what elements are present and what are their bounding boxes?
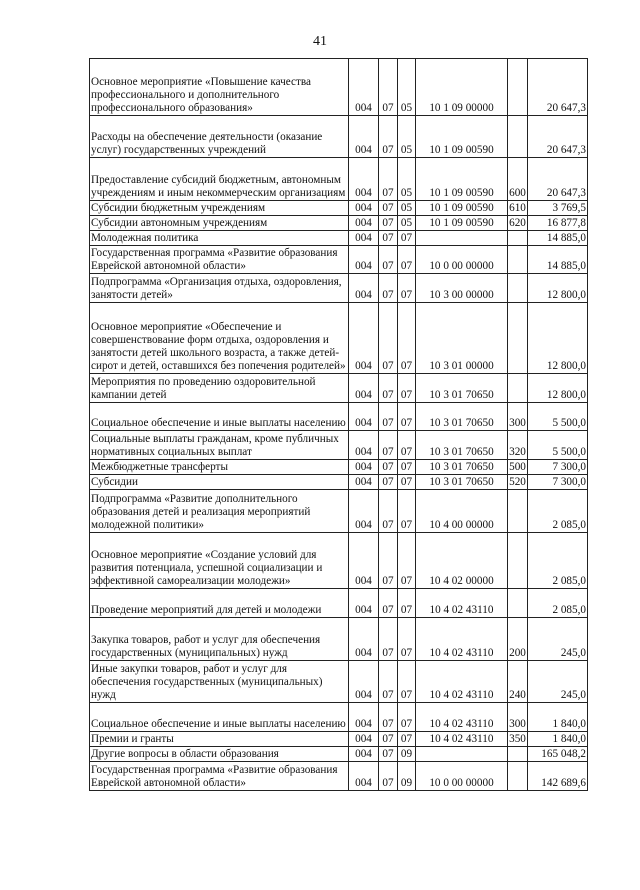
section-code: 07 (379, 402, 398, 431)
subsection-code: 07 (398, 532, 416, 589)
amount: 20 647,3 (528, 158, 588, 201)
table-row (90, 732, 588, 747)
expense-type (508, 115, 528, 158)
expense-type (508, 761, 528, 790)
section-code: 07 (379, 489, 398, 532)
amount: 5 500,0 (528, 402, 588, 431)
target-article: 10 1 09 00590 (416, 215, 508, 230)
target-article: 10 4 02 43110 (416, 660, 508, 703)
section-code: 07 (379, 373, 398, 402)
table-row (90, 200, 588, 215)
expense-type (508, 303, 528, 374)
ministry-code: 004 (349, 230, 379, 245)
amount: 12 800,0 (528, 274, 588, 303)
subsection-code: 07 (398, 660, 416, 703)
row-name: Социальные выплаты гражданам, кроме публичных нормативных социальных выплат (90, 431, 349, 460)
target-article: 10 1 09 00590 (416, 200, 508, 215)
table-row (90, 215, 588, 230)
subsection-code: 07 (398, 617, 416, 660)
target-article: 10 3 01 70650 (416, 402, 508, 431)
target-article: 10 4 02 43110 (416, 589, 508, 618)
budget-table (89, 58, 588, 791)
row-name: Предоставление субсидий бюджетным, автономным учреждениям и иным некоммерческим организациям (90, 158, 349, 201)
table-row (90, 59, 588, 116)
table-row (90, 115, 588, 158)
section-code: 07 (379, 431, 398, 460)
subsection-code: 07 (398, 460, 416, 475)
ministry-code: 004 (349, 589, 379, 618)
section-code: 07 (379, 761, 398, 790)
table-row (90, 475, 588, 490)
section-code: 07 (379, 303, 398, 374)
table-row (90, 245, 588, 274)
section-code: 07 (379, 59, 398, 116)
ministry-code: 004 (349, 460, 379, 475)
section-code: 07 (379, 460, 398, 475)
target-article: 10 3 00 00000 (416, 274, 508, 303)
amount: 12 800,0 (528, 303, 588, 374)
amount: 2 085,0 (528, 489, 588, 532)
expense-type: 300 (508, 402, 528, 431)
row-name: Основное мероприятие «Создание условий для развития потенциала, успешной социализации и эффективной самореализации молодежи» (90, 532, 349, 589)
ministry-code: 004 (349, 115, 379, 158)
row-name: Премии и гранты (90, 732, 349, 747)
table-row (90, 460, 588, 475)
amount: 142 689,6 (528, 761, 588, 790)
amount: 2 085,0 (528, 532, 588, 589)
amount: 165 048,2 (528, 747, 588, 762)
ministry-code: 004 (349, 245, 379, 274)
amount: 245,0 (528, 660, 588, 703)
section-code: 07 (379, 532, 398, 589)
amount: 7 300,0 (528, 475, 588, 490)
row-name: Основное мероприятие «Обеспечение и совершенствование форм отдыха, оздоровления и занятости детей школьного возраста, а также детей-сирот и детей, оставшихся без попечения родителей» (90, 303, 349, 374)
expense-type: 600 (508, 158, 528, 201)
row-name: Расходы на обеспечение деятельности (оказание услуг) государственных учреждений (90, 115, 349, 158)
section-code: 07 (379, 660, 398, 703)
amount: 20 647,3 (528, 59, 588, 116)
table-row (90, 158, 588, 201)
ministry-code: 004 (349, 532, 379, 589)
target-article (416, 230, 508, 245)
row-name: Субсидии автономным учреждениям (90, 215, 349, 230)
table-row (90, 274, 588, 303)
row-name: Мероприятия по проведению оздоровительной кампании детей (90, 373, 349, 402)
row-name: Социальное обеспечение и иные выплаты населению (90, 703, 349, 732)
ministry-code: 004 (349, 274, 379, 303)
row-name: Закупка товаров, работ и услуг для обеспечения государственных (муниципальных) нужд (90, 617, 349, 660)
subsection-code: 09 (398, 761, 416, 790)
amount: 1 840,0 (528, 703, 588, 732)
ministry-code: 004 (349, 59, 379, 116)
subsection-code: 07 (398, 489, 416, 532)
target-article (416, 747, 508, 762)
row-name: Проведение мероприятий для детей и молодежи (90, 589, 349, 618)
table-row (90, 660, 588, 703)
row-name: Подпрограмма «Организация отдыха, оздоровления, занятости детей» (90, 274, 349, 303)
section-code: 07 (379, 158, 398, 201)
expense-type (508, 489, 528, 532)
table-row (90, 373, 588, 402)
target-article: 10 1 09 00590 (416, 115, 508, 158)
target-article: 10 4 02 00000 (416, 532, 508, 589)
table-row (90, 230, 588, 245)
ministry-code: 004 (349, 215, 379, 230)
expense-type (508, 245, 528, 274)
subsection-code: 07 (398, 703, 416, 732)
subsection-code: 07 (398, 402, 416, 431)
target-article: 10 3 01 70650 (416, 373, 508, 402)
table-row (90, 761, 588, 790)
target-article: 10 0 00 00000 (416, 245, 508, 274)
amount: 20 647,3 (528, 115, 588, 158)
subsection-code: 05 (398, 115, 416, 158)
row-name: Другие вопросы в области образования (90, 747, 349, 762)
subsection-code: 07 (398, 732, 416, 747)
table-row (90, 703, 588, 732)
expense-type (508, 589, 528, 618)
expense-type: 500 (509, 461, 526, 474)
target-article: 10 1 09 00000 (416, 59, 508, 116)
section-code: 07 (379, 589, 398, 618)
expense-type (508, 373, 528, 402)
section-code: 07 (379, 200, 398, 215)
ministry-code: 004 (349, 747, 379, 762)
expense-type: 520 (509, 475, 526, 488)
section-code: 07 (379, 617, 398, 660)
amount: 2 085,0 (528, 589, 588, 618)
table-row (90, 617, 588, 660)
amount: 14 885,0 (528, 230, 588, 245)
table-row (90, 402, 588, 431)
row-name: Субсидии (90, 475, 349, 490)
table-row (90, 532, 588, 589)
table-row (90, 489, 588, 532)
row-name: Молодежная политика (90, 230, 349, 245)
section-code: 07 (379, 732, 398, 747)
section-code: 07 (379, 215, 398, 230)
expense-type (508, 274, 528, 303)
subsection-code: 07 (398, 303, 416, 374)
subsection-code: 05 (398, 158, 416, 201)
expense-type (508, 59, 528, 116)
ministry-code: 004 (349, 761, 379, 790)
expense-type: 610 (509, 201, 526, 214)
table-row (90, 303, 588, 374)
target-article: 10 4 00 00000 (416, 489, 508, 532)
section-code: 07 (379, 245, 398, 274)
amount: 7 300,0 (528, 460, 588, 475)
amount: 12 800,0 (528, 373, 588, 402)
subsection-code: 05 (398, 215, 416, 230)
amount: 3 769,5 (528, 200, 588, 215)
section-code: 07 (379, 230, 398, 245)
subsection-code: 07 (398, 274, 416, 303)
target-article: 10 4 02 43110 (416, 617, 508, 660)
subsection-code: 07 (398, 475, 416, 490)
target-article: 10 0 00 00000 (416, 761, 508, 790)
subsection-code: 09 (398, 747, 416, 762)
ministry-code: 004 (349, 303, 379, 374)
amount: 1 840,0 (528, 732, 588, 747)
page-number: 41 (313, 34, 327, 49)
ministry-code: 004 (349, 431, 379, 460)
table-row (90, 431, 588, 460)
section-code: 07 (379, 274, 398, 303)
target-article: 10 3 01 70650 (416, 431, 508, 460)
subsection-code: 05 (398, 59, 416, 116)
expense-type: 200 (508, 617, 528, 660)
row-name: Государственная программа «Развитие образования Еврейской автономной области» (90, 761, 349, 790)
ministry-code: 004 (349, 158, 379, 201)
row-name: Социальное обеспечение и иные выплаты населению (90, 402, 349, 431)
ministry-code: 004 (349, 660, 379, 703)
row-name: Основное мероприятие «Повышение качества профессионального и дополнительного профессионального образования» (90, 59, 349, 116)
table-body (90, 59, 588, 791)
target-article: 10 3 01 70650 (416, 475, 508, 490)
ministry-code: 004 (349, 703, 379, 732)
section-code: 07 (379, 747, 398, 762)
target-article: 10 3 01 70650 (416, 460, 508, 475)
amount: 14 885,0 (528, 245, 588, 274)
row-name: Межбюджетные трансферты (90, 460, 349, 475)
expense-type: 300 (508, 703, 528, 732)
row-name: Государственная программа «Развитие образования Еврейской автономной области» (90, 245, 349, 274)
subsection-code: 07 (398, 230, 416, 245)
ministry-code: 004 (349, 373, 379, 402)
subsection-code: 05 (398, 200, 416, 215)
ministry-code: 004 (349, 402, 379, 431)
expense-type: 320 (508, 431, 528, 460)
expense-type (508, 230, 528, 245)
subsection-code: 07 (398, 431, 416, 460)
target-article: 10 4 02 43110 (416, 732, 508, 747)
target-article: 10 3 01 00000 (416, 303, 508, 374)
amount: 5 500,0 (528, 431, 588, 460)
ministry-code: 004 (349, 489, 379, 532)
ministry-code: 004 (349, 200, 379, 215)
ministry-code: 004 (349, 617, 379, 660)
target-article: 10 4 02 43110 (416, 703, 508, 732)
target-article: 10 1 09 00590 (416, 158, 508, 201)
expense-type: 240 (508, 660, 528, 703)
table-row (90, 589, 588, 618)
subsection-code: 07 (398, 245, 416, 274)
row-name: Субсидии бюджетным учреждениям (90, 200, 349, 215)
section-code: 07 (379, 703, 398, 732)
expense-type: 350 (509, 733, 526, 746)
subsection-code: 07 (398, 589, 416, 618)
row-name: Иные закупки товаров, работ и услуг для обеспечения государственных (муниципальных) нужд (90, 660, 349, 703)
section-code: 07 (379, 475, 398, 490)
table-row (90, 747, 588, 762)
amount: 16 877,8 (528, 215, 588, 230)
section-code: 07 (379, 115, 398, 158)
ministry-code: 004 (349, 732, 379, 747)
expense-type (508, 532, 528, 589)
ministry-code: 004 (349, 475, 379, 490)
subsection-code: 07 (398, 373, 416, 402)
amount: 245,0 (528, 617, 588, 660)
expense-type (508, 747, 528, 762)
expense-type: 620 (509, 216, 526, 229)
row-name: Подпрограмма «Развитие дополнительного образования детей и реализация мероприятий молодежной политики» (90, 489, 349, 532)
